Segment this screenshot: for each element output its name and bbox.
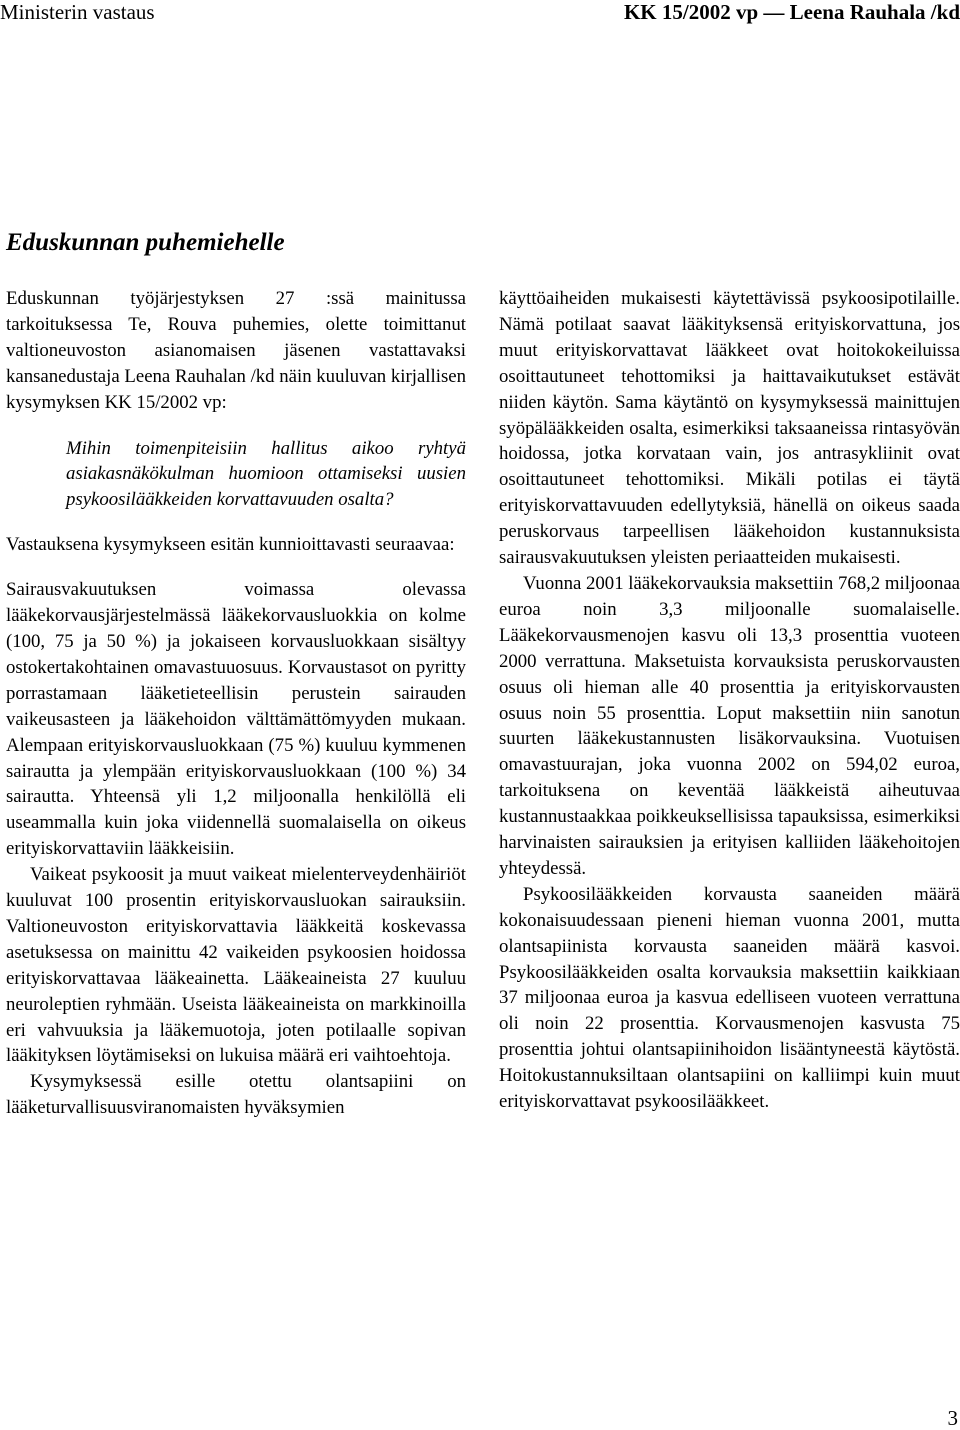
right-column [499,286,960,1115]
page-number: 3 [947,1406,958,1430]
salutation-heading: Eduskunnan puhemiehelle [6,229,285,256]
header-title: Ministerin vastaus [0,0,155,24]
question-quote: Mihin toimenpiteisiin hallitus aikoo ryhtyä asiakasnäkökulman huomioon ottamiseksi uusien psykoosilääkkeiden korvattavuuden osalta? [66,437,466,511]
body-paragraph: Kysymyksessä esille otettu olantsapiini on lääketurvallisuusviranomaisten hyväksymien [6,1071,466,1119]
document-reference: KK 15/2002 vp — Leena Rauhala /kd [623,0,960,24]
answer-intro: Vastauksena kysymykseen esitän kunnioittavasti seuraavaa: [6,534,455,556]
intro-paragraph: Eduskunnan työjärjestyksen 27 :ssä mainitussa tarkoituksessa Te, Rouva puhemies, olette toimittanut valtioneuvoston asianomaisen jäsenen vastattavaksi kansanedustaja Leena Rauhalan /kd näin kuuluvan kirjallisen kysymyksen KK 15/2002 vp: [6,288,466,413]
left-column [6,286,466,1121]
body-paragraph: Psykoosilääkkeiden korvausta saaneiden määrä kokonaisuudessaan pieneni hieman vuonna 2001, mutta olantsapiinista korvausta saaneiden määrä kasvoi. Psykoosilääkkeiden osalta korvauksia maksettiin kaikkiaan 37 miljoonaa euroa ja kasvua edelliseen vuoteen verrattuna oli noin 22 prosenttia. Korvausmenojen kasvusta 75 prosenttia johtui olantsapiinihoidon lisääntyneestä käytöstä. Hoitokustannuksiltaan olantsapiini on kalliimpi kuin muut erityiskorvattavat psykoosilääkkeet. [499,883,960,1113]
body-paragraph: käyttöaiheiden mukaisesti käytettävissä psykoosipotilaille. Nämä potilaat saavat lääkityksensä erityiskorvattuna, jos muut erityiskorvattavat lääkkeet ovat hoitokokeiluissa osoittautuneet tehottomiksi ja haittavaikutukset estävät niiden käytön. Sama käytäntö on kysymyksessä mainittujen syöpälääkkeiden osalta, esimerkiksi taksaaneissa rintasyövän hoidossa, jotka korvataan vain, jos antrasykliinit ovat osoittautuneet tehottomiksi. Mikäli potilas ei täytä erityiskorvattavuuden edellytyksiä, hänellä on oikeus saada peruskorvaus tarpeellisen lääkehoidon kustannuksista sairausvakuutuksen yleisten periaatteiden mukaisesti. [499,288,960,569]
body-paragraph: Vuonna 2001 lääkekorvauksia maksettiin 768,2 miljoonaa euroa noin 3,3 miljoonalle suomalaiselle. Lääkekorvausmenojen kasvu oli 13,3 prosenttia vuoteen 2000 verrattuna. Maksetuista korvauksista peruskorvausten osuus oli hieman alle 40 prosenttia ja erityiskorvausten osuus noin 55 prosenttia. Loput maksettiin niin sanotun suurten lääkekustannusten lisäkorvauksina. Vuotuisen omavastuurajan, joka vuonna 2002 on 594,02 euroa, tarkoituksena on keventää lääkkeistä aiheutuvaa kustannustaakkaa poikkeuksellisissa tapauksissa, esimerkiksi harvinaisten sairauksien ja erityisen kalliiden lääkehoitojen yhteydessä. [499,572,960,879]
body-paragraph: Vaikeat psykoosit ja muut vaikeat mielenterveydenhäiriöt kuuluvat 100 prosentin erityiskorvausluokan sairauksiin. Valtioneuvoston erityiskorvattavia lääkkeitä koskevassa asetuksessa on mainittu 42 vaikeiden psykoosien hoidossa erityiskorvattavaa lääkeainetta. Lääkeaineista 27 kuuluu neuroleptien ryhmään. Useista lääkeaineista on markkinoilla eri vahvuuksia ja lääkemuotoja, joten potilaalle sopivan lääkityksen löytämiseksi on lukuisa määrä eri vaihtoehtoja. [6,864,466,1067]
body-paragraph: Sairausvakuutuksen voimassa olevassa lääkekorvausjärjestelmässä lääkekorvausluokkia on kolme (100, 75 ja 50 %) ja jokaiseen korvausluokkaan sisältyy ostokertakohtainen omavastuuosuus. Korvaustasot on pyritty porrastamaan lääketieteellisin perustein sairauden vaikeusasteen ja lääkehoidon välttämättömyyden mukaan. Alempaan erityiskorvausluokkaan (75 %) kuuluu kymmenen sairautta ja ylempään erityiskorvausluokkaan (100 %) 34 sairautta. Yhteensä yli 1,2 miljoonalla henkilöllä eli useammalla kuin joka viidennellä suomalaisella on oikeus erityiskorvattaviin lääkkeisiin. [6,579,466,860]
